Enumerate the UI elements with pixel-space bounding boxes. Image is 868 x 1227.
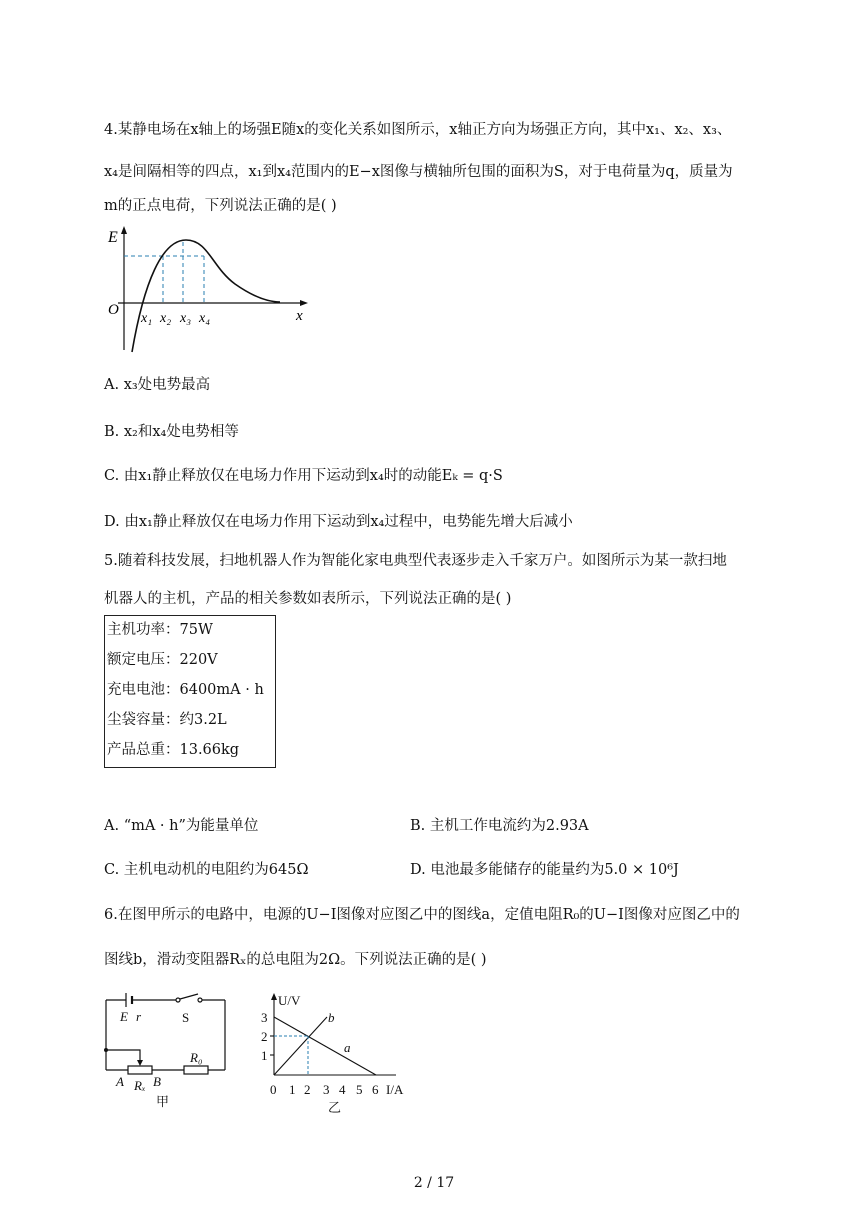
- x-axis-arrow: [300, 300, 308, 306]
- line-a: [274, 1017, 376, 1075]
- switch-contact-left: [176, 998, 180, 1002]
- circuit-diagram: [98, 990, 238, 1120]
- label-r0: R₀: [190, 1050, 203, 1065]
- param-power: 主机功率：75W: [107, 622, 213, 638]
- switch-contact-right: [198, 998, 202, 1002]
- x-axis-label: x: [296, 308, 303, 324]
- q5-option-b: B. 主机工作电流约为2.93A: [410, 818, 589, 834]
- tick-x3: x₃: [180, 311, 192, 326]
- x-tick-6: 6: [372, 1082, 379, 1097]
- origin-label: O: [108, 302, 119, 318]
- line-a-label: a: [344, 1040, 351, 1055]
- label-s: S: [182, 1010, 190, 1025]
- q4-option-d: D. 由x₁静止释放仅在电场力作用下运动到x₄过程中，电势能先增大后减小: [104, 514, 573, 530]
- y-tick-2: 2: [261, 1029, 268, 1044]
- x-tick-2: 2: [304, 1082, 311, 1097]
- e-axis-arrow: [121, 226, 127, 234]
- param-weight: 产品总重：13.66kg: [107, 742, 240, 758]
- q4-line-2: x₄是间隔相等的四点，x₁到x₄范围内的E−x图像与横轴所包围的面积为S，对于电荷量为q，质量为: [104, 164, 733, 180]
- q6-line-1: 6.在图甲所示的电路中，电源的U−I图像对应图乙中的图线a，定值电阻R₀的U−I图像对应图乙中的: [104, 907, 740, 923]
- e-axis-label: E: [108, 229, 118, 246]
- line-b: [274, 1017, 327, 1075]
- q5-option-d: D. 电池最多能储存的能量约为5.0 × 10⁶J: [410, 862, 679, 878]
- x-tick-4: 4: [339, 1082, 346, 1097]
- page-number: 2 / 17: [413, 1175, 455, 1191]
- switch-lever: [180, 994, 198, 999]
- label-e: E: [120, 1009, 128, 1024]
- line-b-label: b: [328, 1010, 335, 1025]
- q4-option-b: B. x₂和x₄处电势相等: [104, 424, 239, 440]
- param-battery: 充电电池：6400mA · h: [107, 682, 264, 698]
- q4-line-3: m的正点电荷，下列说法正确的是( ): [104, 198, 337, 214]
- rheostat-rx: [128, 1066, 152, 1074]
- q4-option-c: C. 由x₁静止释放仅在电场力作用下运动到x₄时的动能Eₖ = q·S: [104, 468, 503, 484]
- e-x-graph: [100, 222, 320, 357]
- slider-arrow: [137, 1060, 143, 1066]
- y-tick-3: 3: [261, 1010, 268, 1025]
- circuit-caption: 甲: [156, 1095, 170, 1110]
- u-i-graph: [256, 990, 426, 1115]
- param-dust-bag: 尘袋容量：约3.2L: [107, 712, 227, 728]
- e-x-curve: [132, 240, 280, 352]
- label-a-end: A: [116, 1074, 124, 1089]
- q5-line-1: 5.随着科技发展，扫地机器人作为智能化家电典型代表逐步走入千家万户。如图所示为某一款扫地: [104, 553, 727, 569]
- q6-line-2: 图线b，滑动变阻器Rₓ的总电阻为2Ω。下列说法正确的是( ): [104, 952, 487, 968]
- u-axis-label: U/V: [278, 993, 301, 1008]
- i-axis-label: I/A: [386, 1082, 404, 1097]
- x-tick-5: 5: [356, 1082, 363, 1097]
- x-tick-1: 1: [289, 1082, 296, 1097]
- label-rx: Rₓ: [134, 1078, 146, 1093]
- y-tick-1: 1: [261, 1048, 268, 1063]
- label-r: r: [136, 1009, 142, 1024]
- q5-option-a: A. “mA · h”为能量单位: [104, 818, 259, 834]
- graph-caption: 乙: [328, 1101, 342, 1115]
- rheostat-slider: [106, 1050, 140, 1063]
- param-voltage: 额定电压：220V: [107, 652, 218, 668]
- q4-option-a: A. x₃处电势最高: [104, 377, 211, 393]
- resistor-r0: [184, 1066, 208, 1074]
- q5-option-c: C. 主机电动机的电阻约为645Ω: [104, 862, 309, 878]
- tick-x2: x₂: [160, 311, 172, 326]
- x-tick-0: 0: [270, 1082, 277, 1097]
- q5-line-2: 机器人的主机，产品的相关参数如表所示，下列说法正确的是( ): [104, 591, 512, 607]
- label-b-end: B: [153, 1074, 161, 1089]
- tick-x1: x₁: [141, 311, 153, 326]
- q4-line-1: 4.某静电场在x轴上的场强E随x的变化关系如图所示，x轴正方向为场强正方向，其中x₁、x₂、x₃、: [104, 122, 732, 138]
- x-tick-3: 3: [323, 1082, 330, 1097]
- dashed-guides: [124, 242, 204, 303]
- product-parameter-table: [104, 615, 276, 768]
- tick-x4: x₄: [199, 311, 211, 326]
